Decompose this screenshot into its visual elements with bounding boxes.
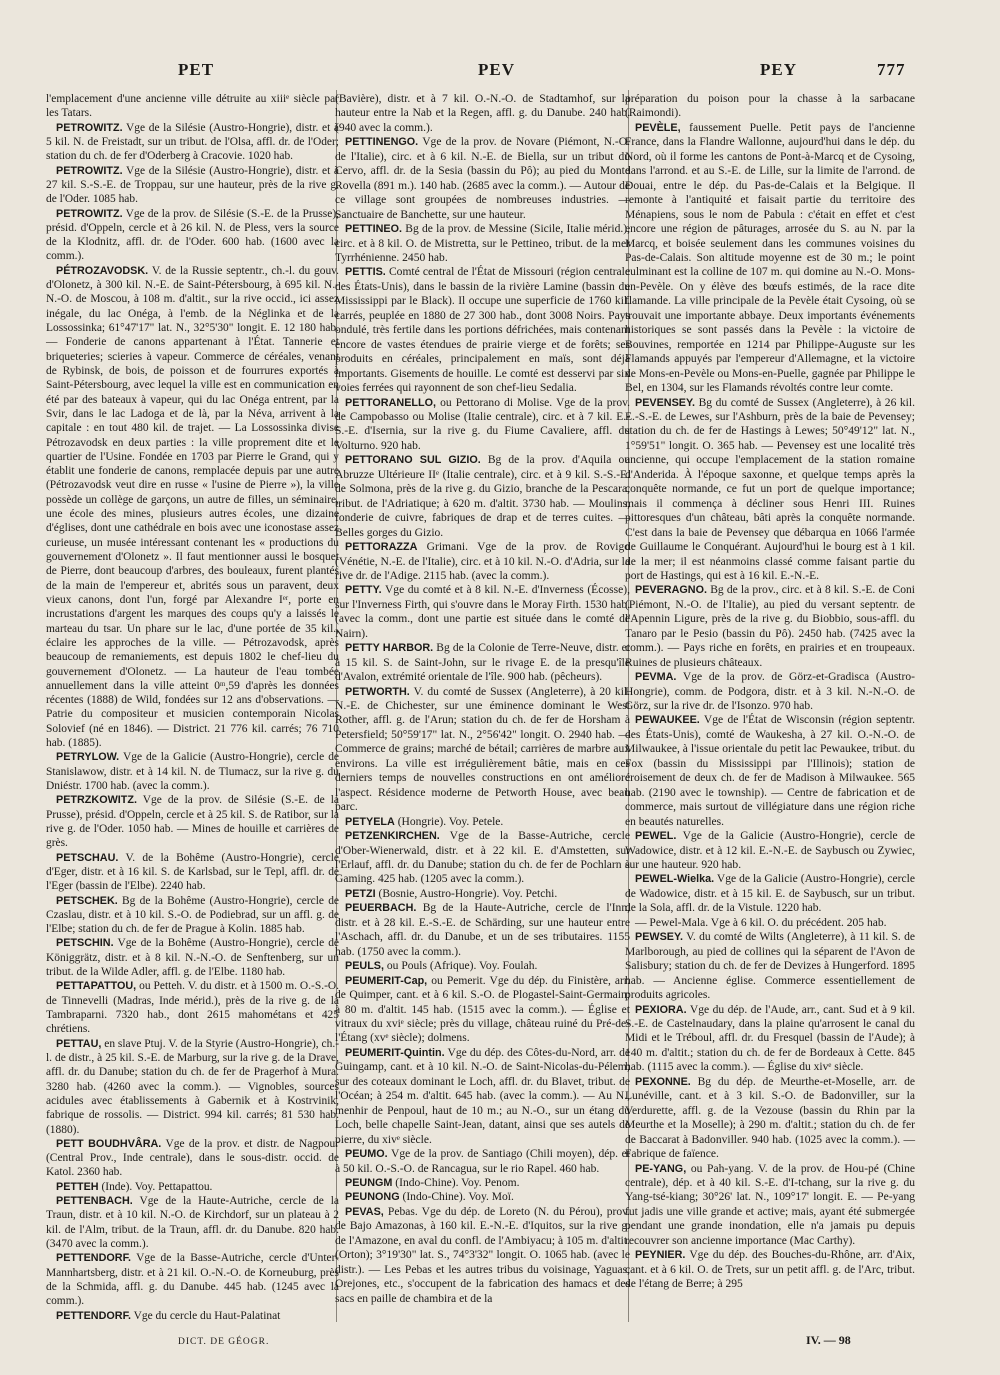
entry-headword: PEUNONG [345, 1191, 400, 1204]
entry-text: Vge de la prov. et distr. de Nagpour (Central Prov., Inde centrale), dans le sous-distr. occid. de Katol. 2360 hab. [46, 1137, 339, 1179]
dictionary-entry [46, 979, 339, 1036]
dictionary-entry [335, 396, 630, 454]
entry-text: Vge de la Galicie (Austro-Hongrie), cercle de Stanislawow, distr. et à 14 kil. N. de Tlumacz, sur la rive g. du Dniéstr. 1700 hab. (avec la comm.). [46, 751, 339, 792]
dictionary-entry [46, 793, 339, 850]
entry-text: Bg de la Bohême (Austro-Hongrie), cercle de Czaslau, distr. et à 10 kil. S.-O. de Podiebrad, sur un affl. g. de l'Elbe; station du ch. de fer de Prague à Kolin. 1885 hab. [46, 894, 340, 936]
entry-text: (Indo-Chine). Voy. Moï. [402, 1191, 514, 1204]
entry-headword: PETTINEO. [345, 223, 402, 236]
entry-text: Bg du comté de Sussex (Angleterre), à 26 kil. E.-S.-E. de Lewes, sur l'Ashburn, près de la baie de Pevensey; station du ch. de fer de Hastings à Lewes; 50°49'12" lat. N., 1°59'51" longit. O. 365 hab. — Pevensey est une localité très ancienne, qui occupe l'emplacement de la station romaine d'Anderida. À l'époque saxonne, et quelque temps après la conquête normande, ce fut un port de quelque importance; mais il commença à décliner sous Henri III. Ruines pittoresques d'un château, bâti après la conquête normande. C'est dans la baie de Pevensey que débarqua en 1066 l'armée de Guillaume le Conquérant. Aujourd'hui le bourg est à 1 kil. de la mer; il est néanmoins classé comme faisant partie du port de Hastings, qui est à 16 kil. E.-N.-E. [625, 396, 915, 582]
entry-headword: PETTIS. [345, 266, 386, 279]
entry-headword: PETZENKIRCHEN. [345, 830, 440, 843]
entry-headword: PETTEH [56, 1180, 99, 1193]
dictionary-entry [46, 1251, 339, 1308]
dictionary-entry [46, 1037, 339, 1137]
entry-headword: PETTY. [345, 584, 382, 597]
entry-text: (Indo-Chine). Voy. Penom. [395, 1176, 520, 1189]
dictionary-entry [46, 264, 339, 751]
dictionary-entry [46, 1137, 339, 1180]
dictionary-entry [335, 641, 630, 684]
entry-text: Bg de la prov. de Messine (Sicile, Italie mérid.), circ. et à 8 kil. O. de Mistretta, sur le Pettineo, tribut. de la mer Tyrrhénienne. 2450 hab. [335, 223, 630, 264]
dictionary-entry [46, 1194, 339, 1251]
entry-text: Pebas. Vge du dép. de Loreto (N. du Pérou), prov. de Bajo Amazonas, à 160 kil. E.-N.-E. d'Iquitos, sur la rive g. de l'Amazone, en aval du confl. de l'Ambiyacu; à 105 m. d'altit. (Orton); 3°19'30" lat. S., 74°3'32" longit. O. 1065 hab. (avec le distr.). — Les Pebas et les autres tribus du voisinage, Yaguas, Orejones, etc., s'occupent de la fabrication des hamacs et des sacs en paille de chambira et de la [335, 1205, 631, 1305]
dictionary-entry [46, 1180, 339, 1194]
entry-headword: PETROWITZ. [56, 207, 123, 220]
entry-text: Bg de la prov. d'Aquila ou Abruzze Ultérieure IIᵉ (Italie centrale), circ. et à 9 kil. S.-S.-E. de Solmona, près de la rive g. du Gizio, branche de la Pescara, tribut. de l'Adriatique; à 620 m. d'altit. 3730 hab. — Moulins, fonderie de cuivre, fabriques de drap et de terres cuites. — Belles gorges du Gizio. [335, 454, 631, 539]
entry-text: Vge du cercle du Haut-Palatinat [133, 1309, 281, 1322]
entry-text: Vge de la prov. de Novare (Piémont, N.-O. de l'Italie), circ. et à 6 kil. N.-E. de Biella, sur un tribut du Cervo, affl. dr. de la Sesia (bassin du Pô); au pied du Monte Rovella (891 m.). 140 hab. (2685 avec la comm.). — Autour de ce village sont groupées de nombreuses industries. — Sanctuaire de Banchette, sur une hauteur. [335, 136, 630, 221]
entry-headword: PETTINENGO. [345, 136, 419, 149]
entry-headword: PE-YANG, [635, 1162, 687, 1175]
dictionary-entry [335, 1046, 630, 1147]
dictionary-entry [335, 974, 630, 1046]
entry-text: Vge de la Silésie (Austro-Hongrie), distr. et à 27 kil. S.-S.-E. de Troppau, sur une hauteur, près de la rive g. de l'Oder. 1085 hab. [46, 164, 339, 206]
dictionary-entry [335, 453, 630, 540]
text-column-middle [335, 92, 630, 1306]
entry-text: (Bosnie, Austro-Hongrie). Voy. Petchi. [378, 887, 558, 900]
entry-headword: PEXONNE. [635, 1075, 691, 1088]
dictionary-entry [335, 265, 630, 395]
entry-text: V. du comté de Wilts (Angleterre), à 11 kil. S. de Marlborough, au pied de collines qui la séparent de l'Avon de Salisbury; station du ch. de fer de Devizes à Hungerford. 1895 hab. — Ancienne église. Commerce essentiellement de produits agricoles. [625, 931, 915, 1002]
entry-headword: PEVENSEY. [635, 396, 696, 409]
entry-headword: PETROWITZ. [56, 164, 123, 177]
dictionary-entry [625, 92, 915, 121]
dictionary-entry [335, 815, 630, 829]
entry-text: Vge de la Basse-Autriche, cercle d'Unter-Mannhartsberg, distr. et à 21 kil. O.-N.-O. de Korneuburg, près de la Schmida, affl. g. du Danube. 445 hab. (1245 avec la comm.). [46, 1252, 339, 1308]
entry-text: ou Petteh. V. du distr. et à 1500 m. O.-S.-O. de Tinnevelli (Madras, Inde mérid.), près de la rive g. de la Tambraparni. 7320 hab., dont 2615 mahométans et 425 chrétiens. [46, 980, 340, 1036]
entry-headword: PETYELA [345, 815, 395, 828]
entry-headword: PETTORANO SUL GIZIO. [345, 454, 481, 467]
entry-text: Comté central de l'État de Missouri (région centrale des États-Unis), dans le bassin de la rivière Lamine (bassin du Mississippi par le Black). Il occupe une superficie de 1760 kil. carrés, peuplée en 1880 de 27 300 hab., dont 3008 Noirs. Pays ondulé, très fertile dans les portions défrichées, mais contenant encore de vastes étendues de prairie vierge et de forêts; ses produits en céréales, principalement en maïs, sont déjà importants. Gisements de houille. Le comté est desservi par six voies ferrées qui rayonnent de son chef-lieu Sedalia. [335, 266, 630, 395]
entry-text: ou Pah-yang. V. de la prov. de Hou-pé (Chine centrale), dép. et à 40 kil. S.-E. d'I-tchang, sur la rive g. du Yang-tsé-kiang; 30°26' lat. N., 109°17' longit. E. — Pe-yang fut jadis une ville grande et active; mais, ayant été submergée pendant une grande inondation, elle n'a jamais pu depuis recouvrer son ancienne importance (Mac Carthy). [625, 1162, 915, 1247]
entry-headword: PEWSEY. [635, 931, 684, 944]
entry-headword: PÉTROZAVODSK. [56, 264, 149, 277]
entry-text: (Bavière), distr. et à 7 kil. O.-N.-O. de Stadtamhof, sur la hauteur entre la Nab et la Regen, affl. g. du Danube. 240 hab. (940 avec la comm.). [335, 93, 630, 134]
entry-text: Vge de la Bohême (Austro-Hongrie), cercle de Königgrätz, distr. et à 8 kil. N.-N.-O. de Senftenberg, sur un tribut. de la Wilde Adler, affl. g. de l'Elbe. 1180 hab. [46, 937, 339, 979]
entry-text: Vge du comté et à 8 kil. N.-E. d'Inverness (Écosse), sur l'Inverness Firth, qui s'ouvre dans le Moray Firth. 1530 hab. (avec la comm., dont une partie est située dans le comté de Nairn). [335, 584, 630, 640]
entry-headword: PEUMO. [345, 1148, 388, 1161]
entry-headword: PETSCHAU. [56, 851, 119, 864]
entry-headword: PEVÈLE, [635, 121, 681, 134]
dictionary-entry [46, 207, 339, 264]
dictionary-entry [335, 901, 630, 959]
dictionary-entry [625, 1003, 915, 1075]
entry-headword: PEUMERIT-Cap, [345, 974, 428, 987]
dictionary-entry [625, 670, 915, 713]
entry-text: Vge du dép. de l'Aude, arr., cant. Sud et à 9 kil. S.-E. de Castelnaudary, dans la plaine qu'arrosent le canal du Midi et le Tréboul, affl. dr. du Fresquel (bassin de l'Aude); à 140 m. d'altit.; station du ch. de fer de Bordeaux à Cette. 845 hab. (1115 avec la comm.). — Église du xivᵉ siècle. [625, 1003, 915, 1074]
entry-headword: PETTENDORF. [56, 1309, 131, 1322]
entry-headword: PEXIORA. [635, 1003, 687, 1016]
entry-text: Bg du dép. de Meurthe-et-Moselle, arr. de Lunéville, cant. et à 3 kil. S.-O. de Badonviller, sur la Verdurette, affl. g. de la Vezouse (bassin du Rhin par la Meurthe et la Moselle); à 290 m. d'altit.; station du ch. de fer de Baccarat à Badonviller. 940 hab. (1025 avec la comm.). — Fabrique de faïence. [625, 1075, 915, 1161]
entry-text: Bg de la Haute-Autriche, cercle de l'Inn, distr. et à 28 kil. E.-S.-E. de Schärding, sur une hauteur entre l'Aschach, affl. dr. du Danube, et un de ses tributaires. 1155 hab. (1750 avec la comm.). [335, 902, 630, 958]
entry-headword: PETROWITZ. [56, 121, 123, 134]
dictionary-entry [335, 135, 630, 222]
entry-text: Vge de l'État de Wisconsin (région septentr. des États-Unis), comté de Waukesha, à 27 kil. O.-N.-O. de Milwaukee, à l'issue orientale du petit lac Pewaukee, tribut. du Fox (bassin du Mississippi par l'Illinois); station de croisement de deux ch. de fer de Madison à Milwaukee. 565 hab. (2190 avec le township). — Centre de fabrication et de commerce, mais surtout de villégiature dans une région riche en beautés naturelles. [625, 714, 915, 828]
dictionary-entry [46, 851, 339, 894]
dictionary-entry [625, 1248, 915, 1291]
entry-text: Vge de la Galicie (Austro-Hongrie), cercle de Wadowice, distr. et à 15 kil. E. de Saybusch, sur un tribut. de la Sola, affl. dr. de la Vistule. 1220 hab. [625, 873, 915, 915]
entry-text: ou Pettorano di Molise. Vge de la prov. de Campobasso ou Molise (Italie centrale), circ. et à 7 kil. E.-S.-E. d'Isernia, sur la rive g. du Fiume Cavaliere, affl. du Volturno. 920 hab. [335, 396, 630, 452]
entry-headword: PETSCHIN. [56, 937, 114, 950]
running-head-center: PEV [478, 60, 515, 79]
dictionary-entry [625, 829, 915, 872]
entry-headword: PETTENBACH. [56, 1195, 133, 1208]
entry-headword: PEUERBACH. [345, 902, 417, 915]
footer-title: DICT. DE GÉOGR. [178, 1337, 270, 1347]
entry-headword: PEVERAGNO. [635, 584, 707, 597]
entry-text: Grimani. Vge de la prov. de Rovigo (Vénétie, N.-E. de l'Italie), circ. et à 10 kil. N.-O. d'Adria, sur la rive dr. de l'Adige. 2115 hab. (avec la comm.). [335, 541, 631, 582]
entry-text: V. du comté de Sussex (Angleterre), à 20 kil. N.-E. de Chichester, sur une éminence dominant le West Rother, affl. g. de l'Arun; station du ch. de fer de Horsham à Petersfield; 50°59'17" lat. N., 2°56'42" longit. O. 2940 hab. — Commerce de grains; marché de bétail; carrières de marbre aux environs. La ville est irrégulièrement bâtie, mais en ces derniers temps de nouvelles constructions en ont amélioré l'aspect. Résidence moderne de Petworth House, avec beau parc. [335, 685, 630, 814]
page-number: 777 [877, 60, 906, 79]
entry-text: Vge de la prov. de Silésie (S.-E. de la Prusse), présid. d'Oppeln, cercle et à 25 kil. S. de Ratibor, sur la rive g. de l'Oder. 1050 hab. — Mines de houille et carrières de grès. [46, 794, 339, 850]
entry-text: Bg de la Colonie de Terre-Neuve, distr. et à 15 kil. S. de Saint-John, sur le rivage E. de la presqu'île d'Avalon, extrémité orientale de l'île. 900 hab. (pêcheurs). [335, 642, 630, 684]
dictionary-entry [335, 92, 630, 135]
entry-headword: PETTORANELLO, [345, 396, 436, 409]
dictionary-entry [335, 1190, 630, 1204]
entry-headword: PETTY HARBOR. [345, 642, 434, 655]
text-column-left [46, 92, 339, 1323]
entry-headword: PETRYLOW. [56, 751, 120, 764]
entry-headword: PEVMA. [635, 671, 677, 684]
dictionary-entry [46, 92, 339, 121]
dictionary-entry [625, 121, 915, 396]
entry-text: Vge de la prov. de Silésie (S.-E. de la Prusse), présid. d'Oppeln, cercle et à 26 kil. N. de Pless, vers la source de la Klodnitz, affl. dr. de l'Oder. 600 hab. (1600 avec la comm.). [46, 207, 339, 263]
entry-text: Vge de la prov. de Santiago (Chili moyen), dép. et à 50 kil. O.-S.-O. de Rancagua, sur le rio Rapel. 460 hab. [335, 1148, 630, 1175]
entry-headword: PEWEL. [635, 830, 677, 843]
running-head-left: PET [178, 60, 215, 79]
entry-text: Vge de la Haute-Autriche, cercle de la Traun, distr. et à 10 kil. N.-O. de Kirchdorf, sur un plateau à 2 kil. de l'Alm, tribut. de la Traun, affl. dr. du Danube. 820 hab. (3470 avec la comm.). [46, 1195, 339, 1250]
dictionary-entry [335, 540, 630, 583]
dictionary-entry [46, 750, 339, 793]
dictionary-entry [46, 121, 339, 164]
entry-text: l'emplacement d'une ancienne ville détruite au xiiiᵉ siècle par les Tatars. [46, 93, 339, 120]
entry-text: ou Pemerit. Vge du dép. du Finistère, arr. de Quimper, cant. et à 6 kil. S.-O. de Plogastel-Saint-Germain; à 80 m. d'altit. 145 hab. (1515 avec la comm.). — Église et vitraux du xviᵉ siècle; près du village, château ruiné du Pré-de-l'Étang (xvᵉ siècle); dolmens. [335, 974, 630, 1045]
entry-headword: PETWORTH. [345, 685, 410, 698]
entry-headword: PETSCHEK. [56, 894, 118, 907]
dictionary-entry [625, 916, 915, 930]
dictionary-entry [46, 1309, 339, 1323]
dictionary-entry [46, 894, 339, 937]
entry-headword: PETTAU, [56, 1037, 102, 1050]
dictionary-entry [335, 887, 630, 901]
entry-headword: PEUNGM [345, 1176, 393, 1189]
entry-text: préparation du poison pour la chasse à la sarbacane (Raimondi). [625, 93, 915, 120]
entry-text: Vge de la prov. de Görz-et-Gradisca (Austro-Hongrie), comm. de Podgora, distr. et à 3 kil. N.-N.-O. de Görz, sur la rive dr. de l'Isonzo. 970 hab. [625, 671, 915, 713]
dictionary-entry [335, 222, 630, 265]
text-column-right [625, 92, 915, 1292]
entry-text: (Hongrie). Voy. Petele. [397, 815, 504, 828]
entry-headword: PEUMERIT-Quintin. [345, 1046, 445, 1059]
dictionary-entry [625, 713, 915, 829]
entry-text: Bg de la prov., circ. et à 8 kil. S.-E. de Coni (Piémont, N.-O. de l'Italie), au pied du versant septentr. de l'Apennin Ligure, près de la rive g. du Biobbio, sous-affl. du Tanaro par le Pesio (bassin du Pô). 2450 hab. (7425 avec la comm.). — Pays riche en forêts, en prairies et en troupeaux. Ruines de plusieurs châteaux. [625, 584, 915, 669]
dictionary-entry [335, 829, 630, 887]
entry-text: — Pewel-Mala. Vge à 6 kil. O. du précédent. 205 hab. [635, 916, 887, 929]
dictionary-entry [335, 1205, 630, 1306]
dictionary-entry [335, 959, 630, 973]
entry-headword: PETRZKOWITZ. [56, 794, 137, 807]
entry-headword: PETZI [345, 887, 376, 900]
entry-headword: PETT BOUDHVÂRA. [56, 1137, 162, 1150]
dictionary-entry [625, 583, 915, 670]
dictionary-entry [625, 1162, 915, 1249]
entry-text: Vge du dép. des Bouches-du-Rhône, arr. d'Aix, cant. et à 6 kil. O. de Trets, sur un petit affl. g. de l'Arc, tribut. de l'étang de Berre; à 295 [625, 1249, 915, 1291]
entry-text: Vge du dép. des Côtes-du-Nord, arr. de Guingamp, cant. et à 10 kil. N.-O. de Saint-Nicolas-du-Pélem; sur des coteaux dominant le Loch, affl. dr. du Blavet, tribut. de l'Océan; à 254 m. d'altit. 645 hab. (avec la comm.). — Au N., menhir de Penpoul, haut de 10 m.; au N.-O., sur un étang du Loch, belle chapelle Saint-Jean, datant, ainsi que ses autels de pierre, du xivᵉ siècle. [335, 1046, 630, 1146]
running-head-right: PEY [760, 60, 797, 79]
dictionary-entry [625, 396, 915, 584]
entry-headword: PEWEL-Wielka. [635, 873, 715, 886]
dictionary-entry [46, 936, 339, 979]
dictionary-entry [335, 1176, 630, 1190]
entry-text: V. de la Russie septentr., ch.-l. du gouv. d'Olonetz, à 300 kil. N.-E. de Saint-Pétersbourg, à 695 kil. N.-N.-O. de Moscou, à 108 m. d'altit., sur la rive occid., ici assez inégale, du lac Onéga, à l'emb. de la Néglinka et de la Lossossinka; 61°47'17" lat. N., 32°5'30" longit. E. 12 180 hab. — Fonderie de canons appartenant à l'État. Tannerie et briqueteries; scieries à vapeur. Commerce de céréales, venant de Rybinsk, de bois, de poisson et de fourrures exportés à Saint-Pétersbourg, avec lequel la ville est en communication en été par des bateaux à vapeur, qui du lac Onéga entrent, par la Svir, dans le lac Ladoga et de là, par la Néva, arrivent à la capitale : en tout 480 kil. de trajet. — La Lossossinka divise Pétrozavodsk en deux parties : la ville proprement dite et le quartier de l'Usine. Fondée en 1703 par Pierre le Grand, qui y établit une fonderie de canons, remplacée depuis par une autre (Pétrozavodsk veut dire en russe « l'usine de Pierre »), la ville possède un collège de garçons, un autre de filles, un séminaire, une école des mines, plusieurs autres écoles, une dizaine d'églises, dont une cathédrale en bois avec une iconostase assez curieuse, un musée intéressant contenant les « productions du gouvernement d'Olonetz ». Il faut mentionner aussi le bosquet de Pierre, dont beaucoup d'arbres, des bouleaux, furent plantés de la main de l'empereur et, abrités sous un paravent, deux vieux canons, dont l'un, forgé par Alexandre Iᵉʳ, porte en incrustations d'argent les marques des coups qu'y a laissés le marteau du tsar. Un phare sur le lac, d'une portée de 35 kil., éclaire les approches de la ville. — Pétrozavodsk, après beaucoup de remaniements, est depuis 1802 le chef-lieu du gouvernement d'Olonetz. — La hauteur de l'eau tombée annuellement dans la ville atteint 0ᵐ,59 d'après les données récentes (1888) de Wild, fondées sur 12 ans d'observations. — Patrie du compositeur et musicien contemporain Nicolas Solovief (né en 1846). — District. 21 776 kil. carrés; 76 710 hab. (1885). [46, 264, 339, 750]
entry-text: V. de la Bohême (Austro-Hongrie), cercle d'Eger, distr. et à 16 kil. S. de Karlsbad, sur le Tepl, affl. dr. de l'Eger (bassin de l'Elbe). 2240 hab. [46, 851, 339, 893]
entry-headword: PETTAPATTOU, [56, 980, 137, 993]
dictionary-entry [335, 583, 630, 641]
dictionary-entry [625, 1075, 915, 1162]
entry-headword: PETTORAZZA [345, 541, 418, 554]
entry-text: en slave Ptuj. V. de la Styrie (Austro-Hongrie), ch.-l. de distr., à 25 kil. S.-E. de Marburg, sur la rive g. de la Drave, affl. dr. du Danube; station du ch. de fer de Pragerhof à Mura. 3280 hab. (4260 avec la comm.). — Vignobles, sources acidules avec établissements à Gabernik et à Kostrvinik, fabrique de rossolis. — District. 994 kil. carrés; 81 530 hab. (1880). [46, 1037, 339, 1136]
dictionary-entry [625, 872, 915, 915]
entry-headword: PEULS, [345, 960, 384, 973]
footer-signature: IV. — 98 [806, 1333, 851, 1347]
entry-headword: PEWAUKEE. [635, 714, 700, 727]
entry-headword: PEYNIER. [635, 1249, 686, 1262]
entry-text: Vge de la Basse-Autriche, cercle d'Ober-Wienerwald, distr. et à 22 kil. E. d'Amstetten, sur l'Erlauf, affl. dr. du Danube; station du ch. de fer de Pochlarn à Gaming. 425 hab. (1205 avec la comm.). [335, 830, 630, 886]
dictionary-entry [46, 164, 339, 207]
entry-text: faussement Puelle. Petit pays de l'ancienne France, dans la Flandre Wallonne, aujourd'hui dans le dép. du Nord, où il forme les cantons de Pont-à-Marcq et de Cysoing, dans l'arrond. et au S.-E. de Lille, sur la limite de l'arrond. de Douai, entre le dép. du Pas-de-Calais et la Belgique. Il remonte à l'antiquité et faisait partie du territoire des Ménapiens, sous le nom de Pabula : c'était en effet et c'est encore une région de pâturages, arrosée du S. au N. par la Marcq, et boisée seulement dans les communes voisines du Pas-de-Calais. Son altitude moyenne est de 30 m.; le point culminant est la colline de 107 m. qui domine au N.-O. Mons-en-Pevèle. On y élève des bœufs estimés, de la race dite flamande. La ville principale de la Pevèle était Cysoing, où se trouvait une importante abbaye. Deux importants événements historiques se sont passés dans la Pevèle : la victoire de Bouvines, remportée en 1214 par Philippe-Auguste sur les Flamands appuyés par l'empereur d'Allemagne, et la victoire de Mons-en-Pevèle ou Mons-en-Puelle, gagnée par Philippe le Bel, en 1304, sur les Flamands révoltés contre leur comte. [625, 121, 915, 395]
dictionary-entry [625, 930, 915, 1002]
entry-text: (Inde). Voy. Pettapattou. [101, 1180, 213, 1193]
entry-text: Vge de la Galicie (Austro-Hongrie), cercle de Wadowice, distr. et à 12 kil. E.-N.-E. de Saybusch ou Zywiec, sur une hauteur. 920 hab. [625, 830, 915, 872]
dictionary-entry [335, 685, 630, 815]
entry-text: ou Pouls (Afrique). Voy. Foulah. [386, 960, 538, 973]
entry-headword: PEVAS, [345, 1205, 384, 1218]
entry-text: Vge de la Silésie (Austro-Hongrie), distr. et à 5 kil. N. de Freistadt, sur un tribut. de l'Olsa, affl. dr. de l'Oder; station du ch. de fer d'Oderberg à Cracovie. 1020 hab. [46, 121, 339, 163]
dictionary-entry [335, 1147, 630, 1176]
entry-headword: PETTENDORF. [56, 1252, 131, 1265]
